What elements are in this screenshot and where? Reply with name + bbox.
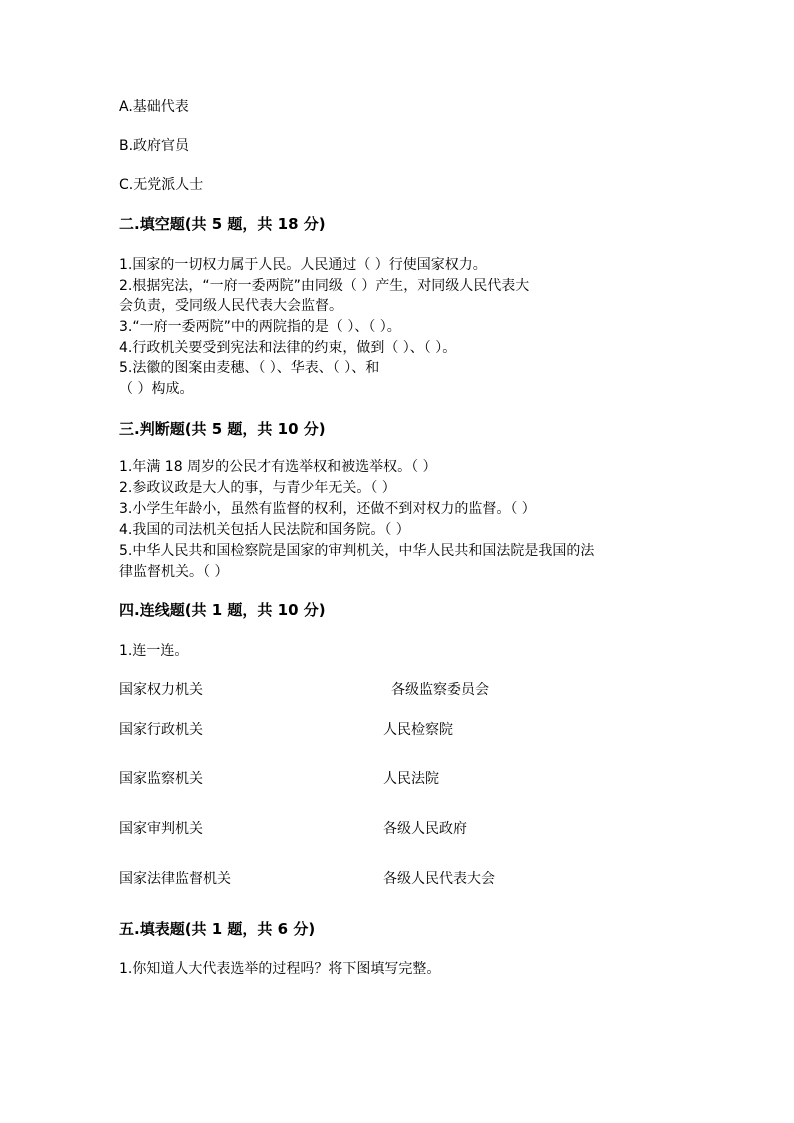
section3-line-2: 2.参政议政是大人的事，与青少年无关。（ ） — [119, 480, 396, 496]
section2-line-1: 1.国家的一切权力属于人民。人民通过（ ）行使国家权力。 — [119, 257, 487, 273]
section3-line-4: 4.我国的司法机关包括人民法院和国务院。（ ） — [119, 522, 410, 538]
match-right-5: 各级人民代表大会 — [383, 871, 495, 887]
match-left-5: 国家法律监督机关 — [119, 871, 231, 887]
section3-line-3: 3.小学生年龄小，虽然有监督的权利，还做不到对权力的监督。（ ） — [119, 501, 536, 517]
section3-line-6: 律监督机关。（ ） — [119, 564, 229, 580]
section4-heading: 四.连线题(共 1 题，共 10 分) — [119, 601, 326, 619]
match-left-3: 国家监察机关 — [119, 771, 203, 787]
section4-prompt: 1.连一连。 — [119, 643, 189, 659]
section3-line-5: 5.中华人民共和国检察院是国家的审判机关，中华人民共和国法院是我国的法 — [119, 543, 595, 559]
option-b: B.政府官员 — [119, 138, 190, 154]
match-right-2: 人民检察院 — [383, 722, 453, 738]
match-right-1: 各级监察委员会 — [391, 682, 489, 698]
option-c: C.无党派人士 — [119, 177, 204, 193]
section2-heading: 二.填空题(共 5 题，共 18 分) — [119, 215, 326, 233]
section3-heading: 三.判断题(共 5 题，共 10 分) — [119, 420, 326, 438]
section2-line-4: 3.“一府一委两院”中的两院指的是（ ）、（ ）。 — [119, 319, 401, 335]
match-left-2: 国家行政机关 — [119, 722, 203, 738]
section5-prompt: 1.你知道人大代表选举的过程吗？将下图填写完整。 — [119, 961, 441, 977]
section2-line-7: （ ）构成。 — [119, 381, 194, 397]
section2-line-6: 5.法徽的图案由麦穗、（ ）、华表、（ ）、和 — [119, 360, 380, 376]
match-right-4: 各级人民政府 — [383, 821, 467, 837]
section5-heading: 五.填表题(共 1 题，共 6 分) — [119, 920, 316, 938]
section2-line-5: 4.行政机关要受到宪法和法律的约束，做到（ ）、（ ）。 — [119, 340, 457, 356]
section3-line-1: 1.年满 18 周岁的公民才有选举权和被选举权。（ ） — [119, 459, 437, 475]
match-right-3: 人民法院 — [383, 771, 439, 787]
section2-line-3: 会负责，受同级人民代表大会监督。 — [119, 298, 343, 314]
match-left-1: 国家权力机关 — [119, 682, 203, 698]
option-a: A.基础代表 — [119, 99, 189, 115]
match-left-4: 国家审判机关 — [119, 821, 203, 837]
section2-line-2: 2.根据宪法，“一府一委两院”由同级（ ）产生，对同级人民代表大 — [119, 278, 530, 294]
